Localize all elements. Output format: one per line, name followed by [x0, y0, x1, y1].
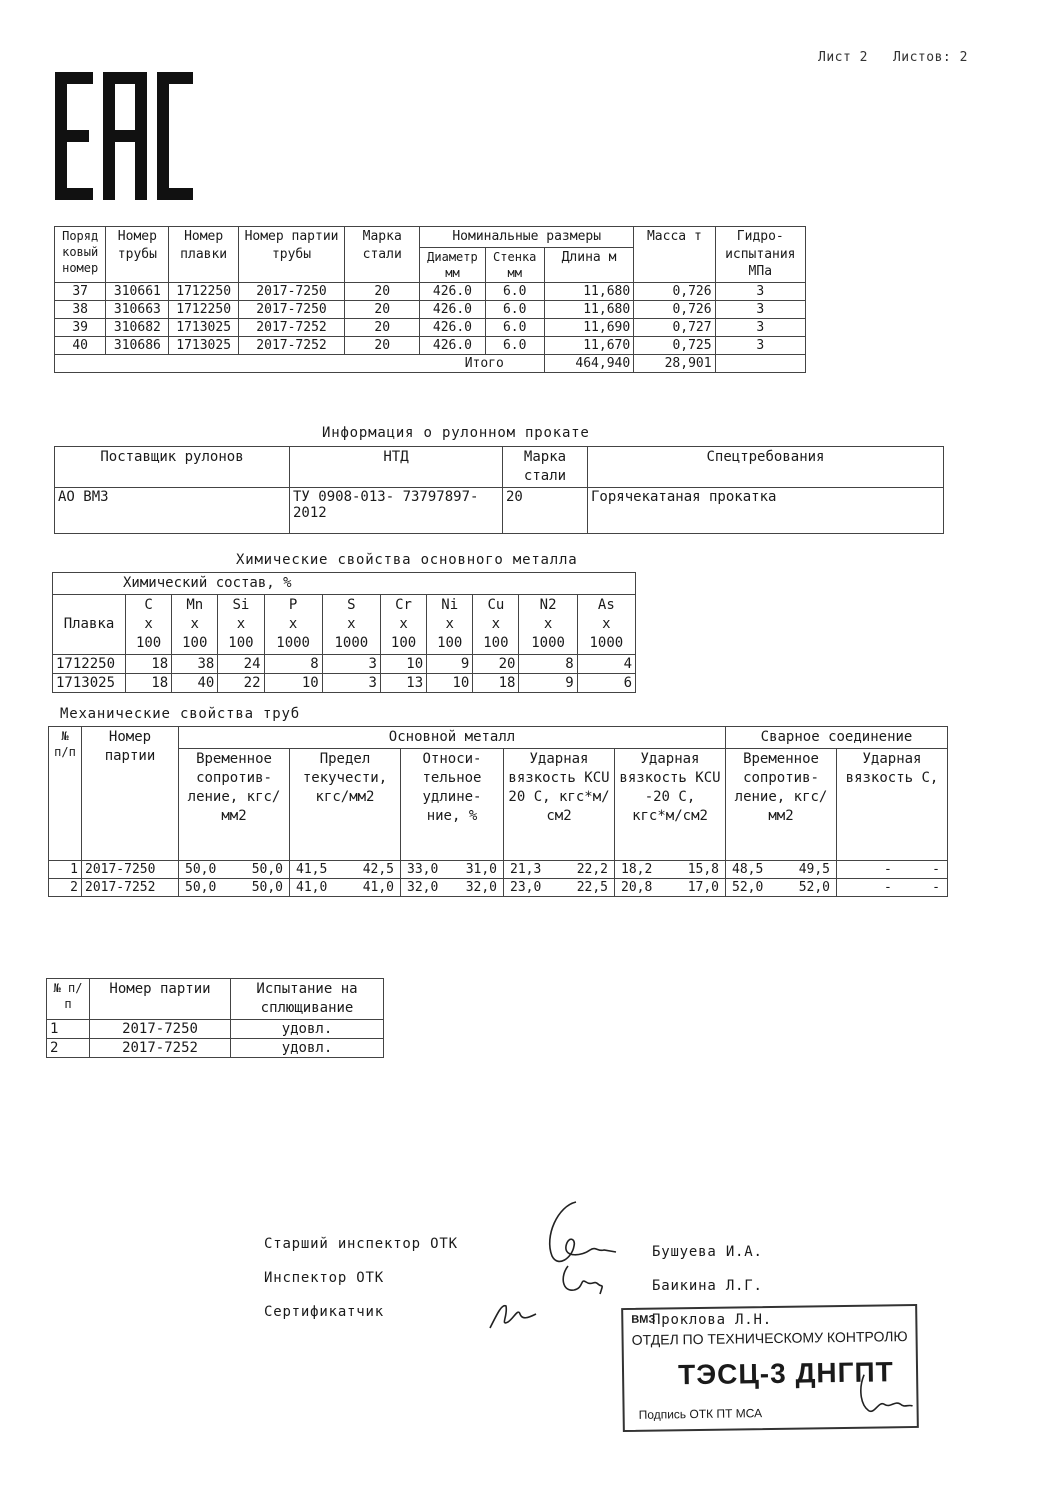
- table-row: [55, 318, 806, 336]
- element-x: x: [491, 615, 501, 632]
- cell-diameter: 426.0: [420, 300, 485, 318]
- signature-role: Инспектор ОТК: [264, 1270, 384, 1286]
- sheets-total: Листов: 2: [892, 50, 968, 65]
- cell-length: 11,680: [544, 282, 633, 300]
- cell-tensile: [179, 860, 290, 878]
- col-steel-grade: Марка стали: [345, 227, 420, 283]
- col-wall: Стенка мм: [485, 247, 544, 282]
- element-name: C: [144, 596, 153, 613]
- total-length: 464,940: [544, 354, 633, 372]
- signature-name: Баикина Л.Г.: [652, 1278, 763, 1294]
- col-weld-tensile: Временное сопротив- ление, кгс/мм2: [726, 748, 837, 860]
- cell-heat: 1712250: [53, 654, 126, 673]
- cell-value: 10: [264, 673, 322, 692]
- cell-value: 10: [380, 654, 426, 673]
- signature-name: Проклова Л.Н.: [652, 1312, 772, 1328]
- cell-impact-20: [504, 860, 615, 878]
- cell-value: 38: [172, 654, 218, 673]
- cell-length: 11,690: [544, 318, 633, 336]
- element-x: x: [236, 615, 246, 632]
- cell-steel: 20: [345, 282, 420, 300]
- cell-tensile: [179, 878, 290, 896]
- value-2: 17,0: [687, 879, 719, 895]
- cell-hydro: 3: [715, 300, 805, 318]
- cell-impact-minus20: [615, 860, 726, 878]
- value-2: 50,0: [251, 861, 283, 877]
- element-x: x: [399, 615, 408, 632]
- element-name: As: [597, 596, 615, 613]
- col-impact-20: Ударная вязкость KCU 20 С, кгс*м/см2: [504, 748, 615, 860]
- cell-ntd: ТУ 0908-013- 73797897-2012: [290, 487, 503, 533]
- col-element-n2: [519, 594, 577, 654]
- cell-lot: 2017-7252: [82, 878, 179, 896]
- stamp-unit: ТЭСЦ-3 ДНГПТ: [677, 1356, 894, 1391]
- col-element-ni: [427, 594, 473, 654]
- col-lot-no: Номер партии трубы: [238, 227, 344, 283]
- cell-value: 9: [519, 673, 577, 692]
- value-1: -: [884, 879, 892, 895]
- cell-value: 4: [577, 654, 635, 673]
- cell-pipe: 310686: [106, 336, 169, 354]
- cell-yield: [290, 878, 401, 896]
- value-2: -: [932, 879, 940, 895]
- cell-value: 18: [126, 654, 172, 673]
- col-lot: Номер партии: [82, 727, 179, 861]
- col-nominal-sizes: Номинальные размеры: [420, 227, 634, 248]
- cell-lot: 2017-7250: [238, 300, 344, 318]
- signature-scribble-icon: [484, 1296, 544, 1336]
- element-name: N2: [539, 596, 557, 613]
- cell-result: удовл.: [231, 1019, 384, 1038]
- cell-value: 3: [322, 654, 380, 673]
- col-impact-minus20: Ударная вязкость KCU -20 С, кгс*м/см2: [615, 748, 726, 860]
- table-row: [47, 1038, 384, 1057]
- col-tensile: Временное сопротив- ление, кгс/мм2: [179, 748, 290, 860]
- cell-elongation: [401, 878, 504, 896]
- total-mass: 28,901: [634, 354, 715, 372]
- value-2: 52,0: [798, 879, 830, 895]
- cell-diameter: 426.0: [420, 282, 485, 300]
- col-element-s: [322, 594, 380, 654]
- element-multiplier: 1000: [531, 634, 565, 651]
- cell-hydro: 3: [715, 318, 805, 336]
- cell-lot: 2017-7250: [238, 282, 344, 300]
- chemical-title: Химические свойства основного металла: [236, 552, 578, 568]
- cell-value: 22: [218, 673, 264, 692]
- element-x: x: [445, 615, 454, 632]
- cell-no: 2: [47, 1038, 90, 1057]
- sheet-info: [818, 50, 968, 65]
- cell-supplier: АО ВМЗ: [55, 487, 290, 533]
- element-name: S: [347, 596, 356, 613]
- col-weld-impact: Ударная вязкость С,: [837, 748, 948, 860]
- element-name: Ni: [441, 596, 459, 613]
- table-row: [55, 300, 806, 318]
- table-row: [55, 282, 806, 300]
- table-row: [53, 654, 636, 673]
- value-1: 32,0: [407, 879, 439, 895]
- cell-impact-minus20: [615, 878, 726, 896]
- signature-role: Старший инспектор ОТК: [264, 1236, 458, 1252]
- element-multiplier: 100: [182, 634, 208, 651]
- cell-no: 2: [49, 878, 82, 896]
- col-pipe-no: Номер трубы: [106, 227, 169, 283]
- element-name: Mn: [186, 596, 204, 613]
- cell-steel: 20: [345, 336, 420, 354]
- col-yield: Предел текучести, кгс/мм2: [290, 748, 401, 860]
- value-2: 41,0: [362, 879, 394, 895]
- stamp-department: ОТДЕЛ ПО ТЕХНИЧЕСКОМУ КОНТРОЛЮ: [631, 1328, 908, 1348]
- cell-value: 20: [473, 654, 519, 673]
- col-mass: Масса т: [634, 227, 715, 283]
- col-length: Длина м: [544, 247, 633, 282]
- col-order-no: Поряд ковый номер: [55, 227, 106, 283]
- col-supplier: Поставщик рулонов: [55, 447, 290, 488]
- value-1: 18,2: [621, 861, 653, 877]
- total-empty: [715, 354, 805, 372]
- cell-lot: 2017-7252: [238, 318, 344, 336]
- col-base-metal: Основной металл: [179, 727, 726, 749]
- cell-length: 11,680: [544, 300, 633, 318]
- table-row: [47, 1019, 384, 1038]
- sheet-number: Лист 2: [818, 50, 868, 65]
- cell-order: 37: [55, 282, 106, 300]
- value-2: 50,0: [251, 879, 283, 895]
- cell-diameter: 426.0: [420, 336, 485, 354]
- col-weld: Сварное соединение: [726, 727, 948, 749]
- cell-lot: 2017-7250: [90, 1019, 231, 1038]
- total-label: Итого: [55, 354, 545, 372]
- eac-logo: [55, 72, 195, 204]
- mechanical-title: Механические свойства труб: [60, 706, 300, 722]
- value-2: 49,5: [798, 861, 830, 877]
- cell-wall: 6.0: [485, 336, 544, 354]
- col-no: № п/п: [49, 727, 82, 861]
- cell-value: 40: [172, 673, 218, 692]
- value-2: 31,0: [465, 861, 497, 877]
- cell-value: 6: [577, 673, 635, 692]
- cell-hydro: 3: [715, 282, 805, 300]
- table-row: [49, 860, 948, 878]
- col-element-p: [264, 594, 322, 654]
- coil-info-title: Информация о рулонном прокате: [322, 425, 590, 441]
- chemical-table: [52, 572, 636, 693]
- cell-heat: 1713025: [169, 318, 238, 336]
- value-1: 20,8: [621, 879, 653, 895]
- value-2: 15,8: [687, 861, 719, 877]
- cell-wall: 6.0: [485, 318, 544, 336]
- cell-steel: 20: [345, 300, 420, 318]
- cell-mass: 0,725: [634, 336, 715, 354]
- col-flattening: Испытание на сплющивание: [231, 979, 384, 1020]
- cell-value: 8: [519, 654, 577, 673]
- col-ntd: НТД: [290, 447, 503, 488]
- element-multiplier: 100: [483, 634, 509, 651]
- col-element-mn: [172, 594, 218, 654]
- cell-weld-impact: [837, 860, 948, 878]
- col-element-cr: [380, 594, 426, 654]
- col-heat: Плавка: [53, 594, 126, 654]
- eac-logo-icon: [55, 72, 195, 204]
- value-1: 21,3: [510, 861, 542, 877]
- col-coil-steel: Марка стали: [503, 447, 588, 488]
- element-x: x: [543, 615, 553, 632]
- value-2: -: [932, 861, 940, 877]
- stamp-caption: Подпись ОТК ПТ МСА: [638, 1406, 763, 1422]
- col-element-si: [218, 594, 264, 654]
- value-2: 42,5: [362, 861, 394, 877]
- cell-order: 39: [55, 318, 106, 336]
- table-row: [53, 673, 636, 692]
- cell-special: Горячекатаная прокатка: [588, 487, 944, 533]
- value-2: 22,2: [576, 861, 608, 877]
- col-element-as: [577, 594, 635, 654]
- col-lot: Номер партии: [90, 979, 231, 1020]
- cell-pipe: 310661: [106, 282, 169, 300]
- cell-value: 13: [380, 673, 426, 692]
- table-row: [55, 487, 944, 533]
- cell-result: удовл.: [231, 1038, 384, 1057]
- element-multiplier: 1000: [276, 634, 310, 651]
- cell-no: 1: [47, 1019, 90, 1038]
- element-x: x: [288, 615, 298, 632]
- element-name: Si: [232, 596, 250, 613]
- cell-impact-20: [504, 878, 615, 896]
- element-name: P: [288, 596, 298, 613]
- element-multiplier: 100: [228, 634, 254, 651]
- cell-mass: 0,727: [634, 318, 715, 336]
- signature-scribble-icon: [538, 1196, 628, 1306]
- stamp-logo: ВМЗ: [631, 1313, 656, 1326]
- value-1: -: [884, 861, 892, 877]
- element-multiplier: 100: [437, 634, 463, 651]
- element-multiplier: 100: [135, 634, 162, 651]
- cell-no: 1: [49, 860, 82, 878]
- flattening-table: [46, 978, 384, 1058]
- table-row: [49, 878, 948, 896]
- cell-value: 3: [322, 673, 380, 692]
- value-1: 48,5: [732, 861, 764, 877]
- cell-pipe: 310663: [106, 300, 169, 318]
- col-element-c: [126, 594, 172, 654]
- value-1: 23,0: [510, 879, 542, 895]
- cell-weld-tensile: [726, 860, 837, 878]
- value-2: 32,0: [465, 879, 497, 895]
- col-hydro: Гидро- испытания МПа: [715, 227, 805, 283]
- col-no: № п/п: [47, 979, 90, 1020]
- cell-steel: 20: [345, 318, 420, 336]
- col-elongation: Относи- тельное удлине- ние, %: [401, 748, 504, 860]
- cell-order: 40: [55, 336, 106, 354]
- value-1: 41,5: [296, 861, 328, 877]
- cell-heat: 1712250: [169, 282, 238, 300]
- element-x: x: [602, 615, 611, 632]
- value-1: 33,0: [407, 861, 439, 877]
- cell-mass: 0,726: [634, 300, 715, 318]
- col-diameter: Диаметр мм: [420, 247, 485, 282]
- cell-heat: 1712250: [169, 300, 238, 318]
- signature-role: Сертификатчик: [264, 1304, 384, 1320]
- element-x: x: [190, 615, 199, 632]
- cell-weld-tensile: [726, 878, 837, 896]
- cell-mass: 0,726: [634, 282, 715, 300]
- element-multiplier: 1000: [589, 634, 624, 651]
- cell-diameter: 426.0: [420, 318, 485, 336]
- signature-name: Бушуева И.А.: [652, 1244, 763, 1260]
- cell-wall: 6.0: [485, 282, 544, 300]
- coil-info-table: [54, 446, 944, 534]
- total-row: [55, 354, 806, 372]
- element-multiplier: 1000: [334, 634, 369, 651]
- cell-heat: 1713025: [169, 336, 238, 354]
- chemical-subtitle: Химический состав, %: [53, 573, 636, 595]
- mechanical-table: [48, 726, 948, 897]
- element-name: Cr: [395, 596, 412, 613]
- cell-hydro: 3: [715, 336, 805, 354]
- col-element-cu: [473, 594, 519, 654]
- value-2: 22,5: [576, 879, 608, 895]
- cell-value: 18: [126, 673, 172, 692]
- cell-value: 10: [427, 673, 473, 692]
- value-1: 52,0: [732, 879, 764, 895]
- cell-lot: 2017-7250: [82, 860, 179, 878]
- element-x: x: [347, 615, 356, 632]
- cell-value: 9: [427, 654, 473, 673]
- pipes-table: [54, 226, 806, 373]
- cell-heat: 1713025: [53, 673, 126, 692]
- cell-length: 11,670: [544, 336, 633, 354]
- col-special: Спецтребования: [588, 447, 944, 488]
- cell-order: 38: [55, 300, 106, 318]
- value-1: 50,0: [185, 879, 217, 895]
- cell-coil-steel: 20: [503, 487, 588, 533]
- value-1: 50,0: [185, 861, 217, 877]
- table-row: [55, 336, 806, 354]
- cell-elongation: [401, 860, 504, 878]
- cell-value: 24: [218, 654, 264, 673]
- cell-value: 8: [264, 654, 322, 673]
- cell-lot: 2017-7252: [238, 336, 344, 354]
- col-heat-no: Номер плавки: [169, 227, 238, 283]
- cell-wall: 6.0: [485, 300, 544, 318]
- element-x: x: [144, 615, 153, 632]
- cell-value: 18: [473, 673, 519, 692]
- stamp-signature-icon: [854, 1370, 915, 1423]
- cell-lot: 2017-7252: [90, 1038, 231, 1057]
- cell-weld-impact: [837, 878, 948, 896]
- cell-pipe: 310682: [106, 318, 169, 336]
- element-multiplier: 100: [390, 634, 417, 651]
- value-1: 41,0: [296, 879, 328, 895]
- otk-stamp: [621, 1304, 919, 1432]
- element-name: Cu: [487, 596, 505, 613]
- cell-yield: [290, 860, 401, 878]
